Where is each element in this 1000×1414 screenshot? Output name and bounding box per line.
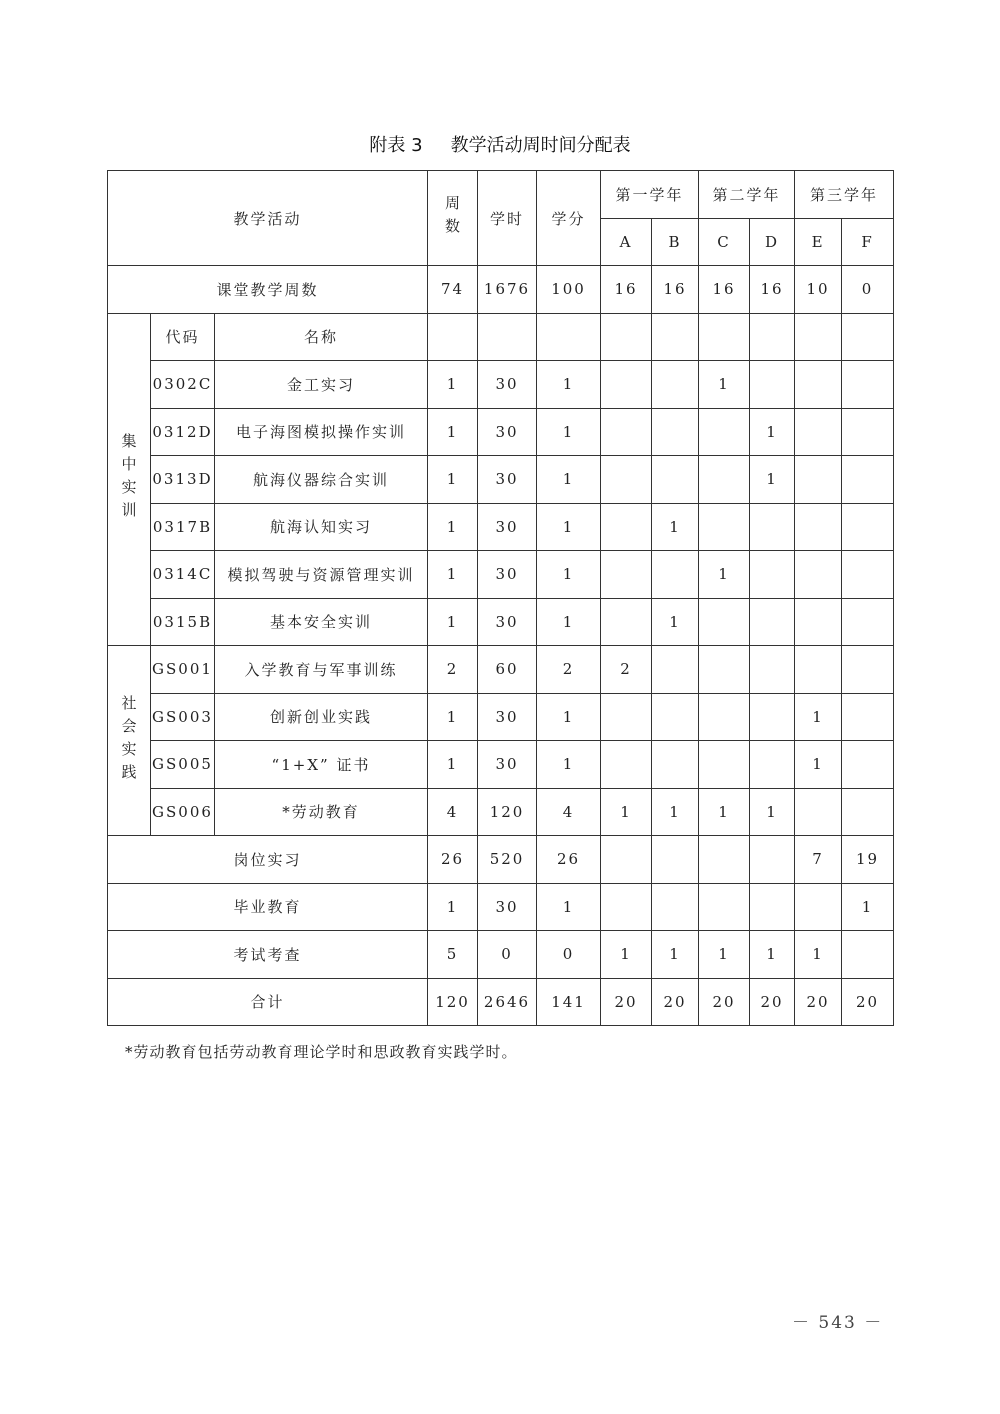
- value-cell: 19: [842, 836, 894, 884]
- classroom-row: [108, 266, 894, 314]
- value-cell: 141: [537, 978, 601, 1026]
- semester-header: F: [842, 218, 894, 266]
- value-cell: [750, 598, 795, 646]
- name-cell: 航海认知实习: [215, 503, 428, 551]
- value-cell: 30: [478, 408, 537, 456]
- value-cell: [652, 456, 699, 504]
- value-cell: 2646: [478, 978, 537, 1026]
- name-cell: 航海仪器综合实训: [215, 456, 428, 504]
- value-cell: [699, 456, 750, 504]
- value-cell: [699, 313, 750, 361]
- value-cell: 1: [537, 598, 601, 646]
- value-cell: 20: [652, 978, 699, 1026]
- value-cell: 1: [601, 931, 652, 979]
- value-cell: [537, 313, 601, 361]
- value-cell: [750, 646, 795, 694]
- table-row: [108, 503, 894, 551]
- summary-row: [108, 978, 894, 1026]
- name-header: 名称: [215, 313, 428, 361]
- value-cell: 1: [428, 693, 478, 741]
- table-caption: 教学活动周时间分配表: [450, 135, 631, 156]
- activity-header: 教学活动: [108, 171, 428, 266]
- table-number: 附表 3: [369, 135, 423, 156]
- value-cell: 30: [478, 503, 537, 551]
- value-cell: 1: [537, 551, 601, 599]
- value-cell: 7: [795, 836, 842, 884]
- table-title: [0, 131, 1000, 157]
- value-cell: 1: [750, 408, 795, 456]
- value-cell: [601, 361, 652, 409]
- value-cell: 1: [537, 456, 601, 504]
- value-cell: 4: [537, 788, 601, 836]
- value-cell: [750, 741, 795, 789]
- schedule-table: [107, 170, 894, 1026]
- value-cell: 20: [750, 978, 795, 1026]
- group-header-row: [108, 313, 894, 361]
- code-cell: GS006: [151, 788, 215, 836]
- table-row: [108, 551, 894, 599]
- value-cell: 1: [537, 408, 601, 456]
- row-label: 课堂教学周数: [108, 266, 428, 314]
- value-cell: [652, 741, 699, 789]
- value-cell: 1: [428, 598, 478, 646]
- table-row: [108, 646, 894, 694]
- value-cell: [795, 788, 842, 836]
- value-cell: 0: [537, 931, 601, 979]
- value-cell: [795, 503, 842, 551]
- row-label: 考试考查: [108, 931, 428, 979]
- value-cell: 1: [428, 456, 478, 504]
- value-cell: [842, 408, 894, 456]
- footnote: *劳动教育包括劳动教育理论学时和思政教育实践学时。: [125, 1043, 518, 1061]
- name-cell: 基本安全实训: [215, 598, 428, 646]
- row-label: 毕业教育: [108, 883, 428, 931]
- value-cell: 1: [750, 788, 795, 836]
- code-cell: 0313D: [151, 456, 215, 504]
- semester-header: E: [795, 218, 842, 266]
- value-cell: [601, 836, 652, 884]
- group-label: 集中实训: [108, 313, 151, 646]
- value-cell: 1: [795, 931, 842, 979]
- table-row: [108, 693, 894, 741]
- value-cell: 1: [537, 741, 601, 789]
- name-cell: 电子海图模拟操作实训: [215, 408, 428, 456]
- name-cell: *劳动教育: [215, 788, 428, 836]
- value-cell: [652, 408, 699, 456]
- value-cell: [699, 503, 750, 551]
- value-cell: 1: [795, 741, 842, 789]
- value-cell: 2: [601, 646, 652, 694]
- table-row: [108, 598, 894, 646]
- value-cell: [842, 741, 894, 789]
- value-cell: [601, 313, 652, 361]
- value-cell: 26: [537, 836, 601, 884]
- value-cell: 1: [699, 361, 750, 409]
- value-cell: [652, 693, 699, 741]
- value-cell: 16: [601, 266, 652, 314]
- row-label: 合计: [108, 978, 428, 1026]
- name-cell: 创新创业实践: [215, 693, 428, 741]
- value-cell: 30: [478, 883, 537, 931]
- value-cell: [842, 931, 894, 979]
- value-cell: 30: [478, 598, 537, 646]
- value-cell: [842, 788, 894, 836]
- value-cell: [750, 361, 795, 409]
- value-cell: 1: [601, 788, 652, 836]
- code-cell: 0314C: [151, 551, 215, 599]
- name-cell: 模拟驾驶与资源管理实训: [215, 551, 428, 599]
- value-cell: [699, 598, 750, 646]
- value-cell: 30: [478, 456, 537, 504]
- value-cell: 120: [428, 978, 478, 1026]
- group-label: 社会实践: [108, 646, 151, 836]
- value-cell: 4: [428, 788, 478, 836]
- semester-header: D: [750, 218, 795, 266]
- value-cell: [601, 598, 652, 646]
- value-cell: [699, 836, 750, 884]
- value-cell: 1: [652, 598, 699, 646]
- value-cell: [652, 551, 699, 599]
- value-cell: 10: [795, 266, 842, 314]
- value-cell: [750, 503, 795, 551]
- value-cell: [699, 408, 750, 456]
- value-cell: [478, 313, 537, 361]
- semester-header: B: [652, 218, 699, 266]
- value-cell: [699, 646, 750, 694]
- value-cell: [652, 646, 699, 694]
- value-cell: [652, 361, 699, 409]
- value-cell: 20: [601, 978, 652, 1026]
- value-cell: 520: [478, 836, 537, 884]
- value-cell: [795, 883, 842, 931]
- row-label: 岗位实习: [108, 836, 428, 884]
- value-cell: 1: [537, 883, 601, 931]
- value-cell: [842, 503, 894, 551]
- value-cell: [750, 883, 795, 931]
- value-cell: 1: [428, 408, 478, 456]
- table-row: [108, 456, 894, 504]
- value-cell: 120: [478, 788, 537, 836]
- value-cell: 16: [750, 266, 795, 314]
- value-cell: 16: [699, 266, 750, 314]
- name-cell: 金工实习: [215, 361, 428, 409]
- value-cell: [842, 646, 894, 694]
- value-cell: [795, 456, 842, 504]
- summary-row: [108, 836, 894, 884]
- value-cell: 1: [699, 788, 750, 836]
- value-cell: 30: [478, 361, 537, 409]
- value-cell: 1: [842, 883, 894, 931]
- value-cell: [652, 313, 699, 361]
- value-cell: 16: [652, 266, 699, 314]
- value-cell: 74: [428, 266, 478, 314]
- value-cell: [842, 456, 894, 504]
- value-cell: [699, 883, 750, 931]
- value-cell: [699, 741, 750, 789]
- value-cell: 1: [750, 456, 795, 504]
- value-cell: [750, 693, 795, 741]
- name-cell: “1+X” 证书: [215, 741, 428, 789]
- table-row: [108, 788, 894, 836]
- value-cell: 1: [428, 503, 478, 551]
- value-cell: 60: [478, 646, 537, 694]
- value-cell: [795, 361, 842, 409]
- code-header: 代码: [151, 313, 215, 361]
- value-cell: 2: [537, 646, 601, 694]
- value-cell: 1: [537, 693, 601, 741]
- value-cell: [795, 551, 842, 599]
- value-cell: 1: [652, 931, 699, 979]
- value-cell: [699, 693, 750, 741]
- code-cell: GS003: [151, 693, 215, 741]
- value-cell: [842, 313, 894, 361]
- value-cell: [601, 693, 652, 741]
- value-cell: 1: [795, 693, 842, 741]
- summary-row: [108, 883, 894, 931]
- code-cell: GS005: [151, 741, 215, 789]
- value-cell: [428, 313, 478, 361]
- value-cell: 1: [652, 503, 699, 551]
- value-cell: [750, 836, 795, 884]
- value-cell: [795, 313, 842, 361]
- value-cell: 0: [478, 931, 537, 979]
- value-cell: [601, 551, 652, 599]
- value-cell: 1: [699, 931, 750, 979]
- value-cell: 30: [478, 693, 537, 741]
- code-cell: 0317B: [151, 503, 215, 551]
- code-cell: 0302C: [151, 361, 215, 409]
- value-cell: 100: [537, 266, 601, 314]
- semester-header: C: [699, 218, 750, 266]
- value-cell: [601, 503, 652, 551]
- code-cell: 0312D: [151, 408, 215, 456]
- value-cell: 1676: [478, 266, 537, 314]
- value-cell: 26: [428, 836, 478, 884]
- value-cell: [795, 646, 842, 694]
- code-cell: 0315B: [151, 598, 215, 646]
- value-cell: 1: [428, 883, 478, 931]
- value-cell: 5: [428, 931, 478, 979]
- value-cell: [750, 551, 795, 599]
- value-cell: [795, 408, 842, 456]
- value-cell: [601, 741, 652, 789]
- table-row: [108, 408, 894, 456]
- year-header: 第三学年: [795, 171, 894, 219]
- value-cell: 20: [795, 978, 842, 1026]
- value-cell: [601, 883, 652, 931]
- value-cell: [601, 456, 652, 504]
- credits-header: 学分: [537, 171, 601, 266]
- value-cell: 1: [428, 551, 478, 599]
- value-cell: [652, 836, 699, 884]
- year-header: 第一学年: [601, 171, 699, 219]
- table-row: [108, 361, 894, 409]
- value-cell: [795, 598, 842, 646]
- value-cell: [750, 313, 795, 361]
- semester-header: A: [601, 218, 652, 266]
- year-header: 第二学年: [699, 171, 795, 219]
- header-row: [108, 171, 894, 219]
- name-cell: 入学教育与军事训练: [215, 646, 428, 694]
- value-cell: [842, 551, 894, 599]
- value-cell: 1: [652, 788, 699, 836]
- value-cell: [842, 361, 894, 409]
- value-cell: 2: [428, 646, 478, 694]
- value-cell: [842, 598, 894, 646]
- code-cell: GS001: [151, 646, 215, 694]
- hours-header: 学时: [478, 171, 537, 266]
- value-cell: [842, 693, 894, 741]
- value-cell: [652, 883, 699, 931]
- value-cell: 1: [750, 931, 795, 979]
- value-cell: 20: [699, 978, 750, 1026]
- page-number: － 543 －: [792, 1313, 884, 1333]
- value-cell: 1: [537, 361, 601, 409]
- value-cell: [601, 408, 652, 456]
- value-cell: 20: [842, 978, 894, 1026]
- value-cell: 0: [842, 266, 894, 314]
- value-cell: 30: [478, 741, 537, 789]
- value-cell: 1: [428, 741, 478, 789]
- value-cell: 1: [699, 551, 750, 599]
- table-row: [108, 741, 894, 789]
- value-cell: 1: [428, 361, 478, 409]
- value-cell: 30: [478, 551, 537, 599]
- weeks-header: 周数: [428, 171, 478, 266]
- summary-row: [108, 931, 894, 979]
- value-cell: 1: [537, 503, 601, 551]
